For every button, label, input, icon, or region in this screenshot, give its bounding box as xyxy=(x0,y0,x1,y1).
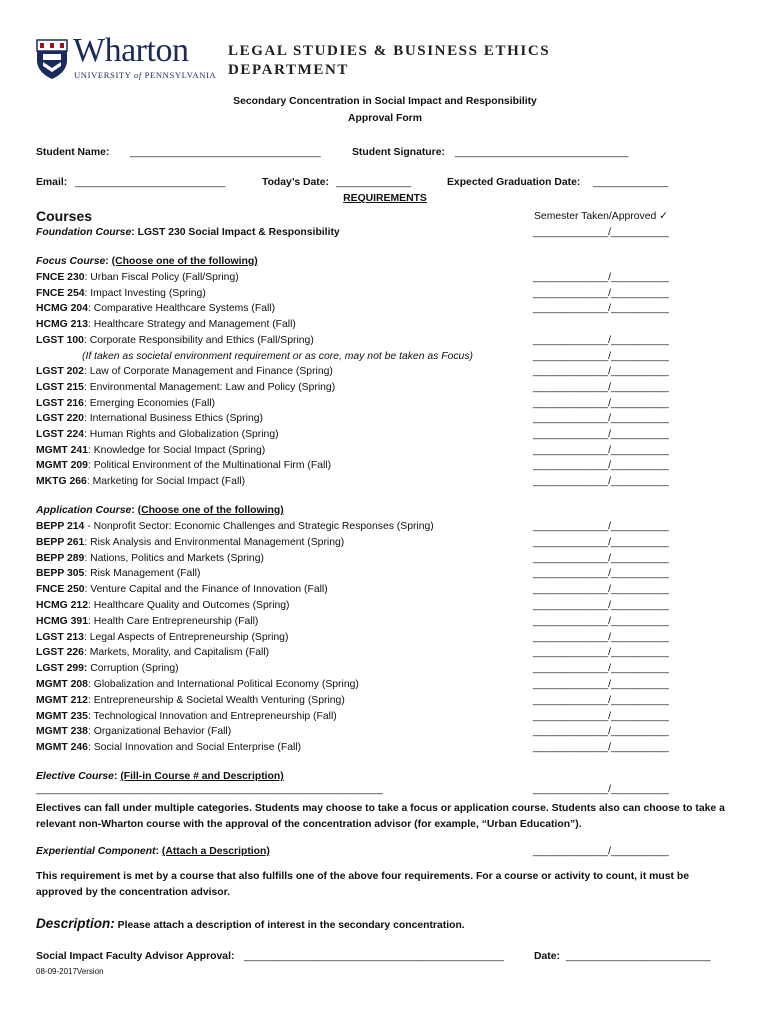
semester-field[interactable]: _____________/__________ xyxy=(533,536,669,548)
course-text: FNCE 254: Impact Investing (Spring) xyxy=(36,287,206,299)
requirements-heading: REQUIREMENTS xyxy=(343,193,427,204)
application-heading: Application Course: (Choose one of the following) xyxy=(36,505,284,516)
course-text: MGMT 212: Entrepreneurship & Societal Wealth Venturing (Spring) xyxy=(36,694,345,706)
semester-field[interactable]: _____________/__________ xyxy=(533,444,669,456)
focus-heading: Focus Course: (Choose one of the following) xyxy=(36,256,258,267)
semester-field[interactable]: _____________/__________ xyxy=(533,303,669,315)
student-signature-label: Student Signature: xyxy=(352,147,445,158)
form-title: Secondary Concentration in Social Impact and Responsibility xyxy=(233,96,537,107)
course-row xyxy=(36,413,684,427)
semester-field[interactable]: _____________/__________ xyxy=(533,742,669,754)
experiential-heading: Experiential Component: (Attach a Description) xyxy=(36,846,270,857)
experiential-paragraph: This requirement is met by a course that also fulfills one of the above four requirements. For a course or activity to count, it must be approved by the concentration advisor. xyxy=(36,871,690,898)
elective-fill-field[interactable]: ____________________________________________________________ xyxy=(36,784,383,795)
course-row xyxy=(36,695,684,709)
course-row xyxy=(36,679,684,693)
foundation-course: Foundation Course: LGST 230 Social Impact & Responsibility xyxy=(36,227,340,238)
course-row xyxy=(36,600,684,614)
semester-field[interactable]: _____________/__________ xyxy=(533,710,669,722)
course-text: LGST 215: Environmental Management: Law and Policy (Spring) xyxy=(36,381,336,393)
semester-field[interactable]: _____________/__________ xyxy=(533,679,669,690)
semester-field[interactable]: _____________/__________ xyxy=(533,381,669,393)
course-text: LGST 216: Emerging Economies (Fall) xyxy=(36,397,216,409)
course-row xyxy=(36,711,684,725)
course-text: BEPP 289: Nations, Politics and Markets (Spring) xyxy=(36,552,264,564)
course-row xyxy=(36,584,684,598)
course-row xyxy=(36,742,684,756)
course-row xyxy=(36,521,684,535)
course-row xyxy=(36,288,684,302)
course-text: LGST 202: Law of Corporate Management and Finance (Spring) xyxy=(36,366,333,378)
semester-field[interactable]: _____________/__________ xyxy=(533,429,669,440)
course-text: BEPP 305: Risk Management (Fall) xyxy=(36,568,201,580)
advisor-approval-field[interactable]: _____________________________________________ xyxy=(244,951,505,962)
course-row xyxy=(36,445,684,459)
course-text: BEPP 214 - Nonprofit Sector: Economic Challenges and Strategic Responses (Spring) xyxy=(36,521,434,532)
semester-field[interactable]: _____________/__________ xyxy=(533,726,669,738)
course-text: MGMT 235: Technological Innovation and Entrepreneurship (Fall) xyxy=(36,710,337,722)
course-text: LGST 224: Human Rights and Globalization (Spring) xyxy=(36,429,279,440)
department-line-1: LEGAL STUDIES & BUSINESS ETHICS xyxy=(228,43,551,59)
course-row xyxy=(36,476,684,490)
courses-heading: Courses xyxy=(36,208,93,224)
check-mark-icon: ✓ xyxy=(659,211,668,222)
course-text: LGST 299: Corruption (Spring) xyxy=(36,663,179,675)
semester-field[interactable]: _____________/__________ xyxy=(533,615,669,627)
course-text: HCMG 391: Health Care Entrepreneurship (Fall) xyxy=(36,615,259,627)
course-text: MGMT 238: Organizational Behavior (Fall) xyxy=(36,726,232,738)
description-line: Description: Please attach a description of interest in the secondary concentration. xyxy=(36,916,465,931)
course-row xyxy=(36,460,684,474)
experiential-semester-field[interactable]: _____________/__________ xyxy=(533,846,669,857)
course-row xyxy=(36,429,684,443)
elective-heading: Elective Course: (Fill-in Course # and Description) xyxy=(36,771,284,782)
course-text: HCMG 212: Healthcare Quality and Outcomes (Spring) xyxy=(36,600,290,611)
student-name-field[interactable]: _________________________________ xyxy=(130,147,321,158)
semester-field[interactable]: _____________/__________ xyxy=(533,694,669,706)
student-signature-field[interactable]: ______________________________ xyxy=(455,147,629,158)
approval-date-label: Date: xyxy=(534,951,560,962)
course-text: MGMT 246: Social Innovation and Social Enterprise (Fall) xyxy=(36,742,302,754)
course-text: MGMT 208: Globalization and International Political Economy (Spring) xyxy=(36,679,359,690)
course-row xyxy=(36,382,684,396)
semester-field[interactable]: _____________/__________ xyxy=(533,663,669,675)
course-row xyxy=(36,303,684,317)
semester-field[interactable]: _____________/__________ xyxy=(533,647,669,659)
email-label: Email: xyxy=(36,177,68,188)
course-row xyxy=(36,366,684,380)
foundation-row xyxy=(36,227,684,241)
course-text: HCMG 204: Comparative Healthcare Systems (Fall) xyxy=(36,303,276,315)
wharton-logo xyxy=(35,32,217,84)
logo-university-line: UNIVERSITY of PENNSYLVANIA xyxy=(74,70,217,80)
course-row xyxy=(36,726,684,740)
semester-header: Semester Taken/Approved ✓ xyxy=(534,211,668,222)
semester-field[interactable]: _____________/__________ xyxy=(533,568,669,580)
semester-field[interactable]: _____________/__________ xyxy=(533,584,669,596)
semester-field[interactable]: _____________/__________ xyxy=(533,552,669,564)
course-text: LGST 100: Corporate Responsibility and Ethics (Fall/Spring) xyxy=(36,334,314,346)
todays-date-label: Today’s Date: xyxy=(262,177,329,188)
course-text: LGST 226: Markets, Morality, and Capitalism (Fall) xyxy=(36,647,270,659)
logo-wordmark: Wharton xyxy=(73,32,189,69)
approval-date-field[interactable]: _________________________ xyxy=(566,951,711,962)
semester-field[interactable]: _____________/__________ xyxy=(533,366,669,378)
focus-note-row xyxy=(36,351,684,365)
semester-field[interactable]: _____________/__________ xyxy=(533,600,669,611)
penn-shield-icon xyxy=(35,38,69,80)
semester-field[interactable]: _____________/__________ xyxy=(533,272,669,283)
course-text: LGST 213: Legal Aspects of Entrepreneurship (Spring) xyxy=(36,631,289,643)
advisor-approval-label: Social Impact Faculty Advisor Approval: xyxy=(36,951,235,962)
semester-field[interactable]: _____________/__________ xyxy=(533,350,669,362)
semester-field[interactable]: _____________/__________ xyxy=(533,287,669,299)
semester-field[interactable]: _____________/__________ xyxy=(533,476,669,488)
graduation-date-label: Expected Graduation Date: xyxy=(447,177,581,188)
course-text: FNCE 230: Urban Fiscal Policy (Fall/Spring) xyxy=(36,272,239,283)
course-row xyxy=(36,553,684,567)
department-line-2: DEPARTMENT xyxy=(228,62,350,78)
semester-field[interactable]: _____________/__________ xyxy=(533,413,669,425)
course-row xyxy=(36,319,684,333)
course-row xyxy=(36,663,684,677)
course-text: MGMT 241: Knowledge for Social Impact (Spring) xyxy=(36,444,266,456)
graduation-date-field[interactable]: _____________ xyxy=(593,177,669,188)
semester-field[interactable]: _____________/__________ xyxy=(533,460,669,472)
foundation-semester-field[interactable]: _____________/__________ xyxy=(533,227,669,238)
course-text: FNCE 250: Venture Capital and the Finance of Innovation (Fall) xyxy=(36,584,328,596)
course-row xyxy=(36,647,684,661)
course-row xyxy=(36,398,684,412)
form-subtitle: Approval Form xyxy=(348,113,422,124)
course-text: MGMT 209: Political Environment of the Multinational Firm (Fall) xyxy=(36,460,332,472)
course-text: LGST 220: International Business Ethics (Spring) xyxy=(36,413,263,425)
course-row xyxy=(36,272,684,286)
elective-paragraph: Electives can fall under multiple categories. Students may choose to take a focus or application course. Students also can choose to take a relevant non-Wharton course with the approval of the concentration advisor (for example, “Urban Education”). xyxy=(36,803,725,830)
semester-field[interactable]: _____________/__________ xyxy=(533,397,669,409)
course-row xyxy=(36,616,684,630)
semester-field[interactable]: _____________/__________ xyxy=(533,631,669,643)
department-title xyxy=(228,42,550,80)
course-row xyxy=(36,568,684,582)
email-field[interactable]: __________________________ xyxy=(75,177,226,188)
course-text: MKTG 266: Marketing for Social Impact (Fall) xyxy=(36,476,246,488)
semester-field[interactable]: _____________/__________ xyxy=(533,334,669,346)
todays-date-field[interactable]: _____________ xyxy=(336,177,412,188)
course-row xyxy=(36,632,684,646)
elective-semester-field[interactable]: _____________/__________ xyxy=(533,784,669,795)
course-text: BEPP 261: Risk Analysis and Environmental Management (Spring) xyxy=(36,536,345,548)
semester-field[interactable]: _____________/__________ xyxy=(533,521,669,532)
course-row xyxy=(36,537,684,551)
course-row xyxy=(36,335,684,349)
focus-note: (If taken as societal environment requirement or as core, may not be taken as Focus) xyxy=(82,350,473,362)
version-footer: 08-09-2017Version xyxy=(36,967,104,976)
student-name-label: Student Name: xyxy=(36,147,110,158)
course-text: HCMG 213: Healthcare Strategy and Management (Fall) xyxy=(36,319,296,331)
